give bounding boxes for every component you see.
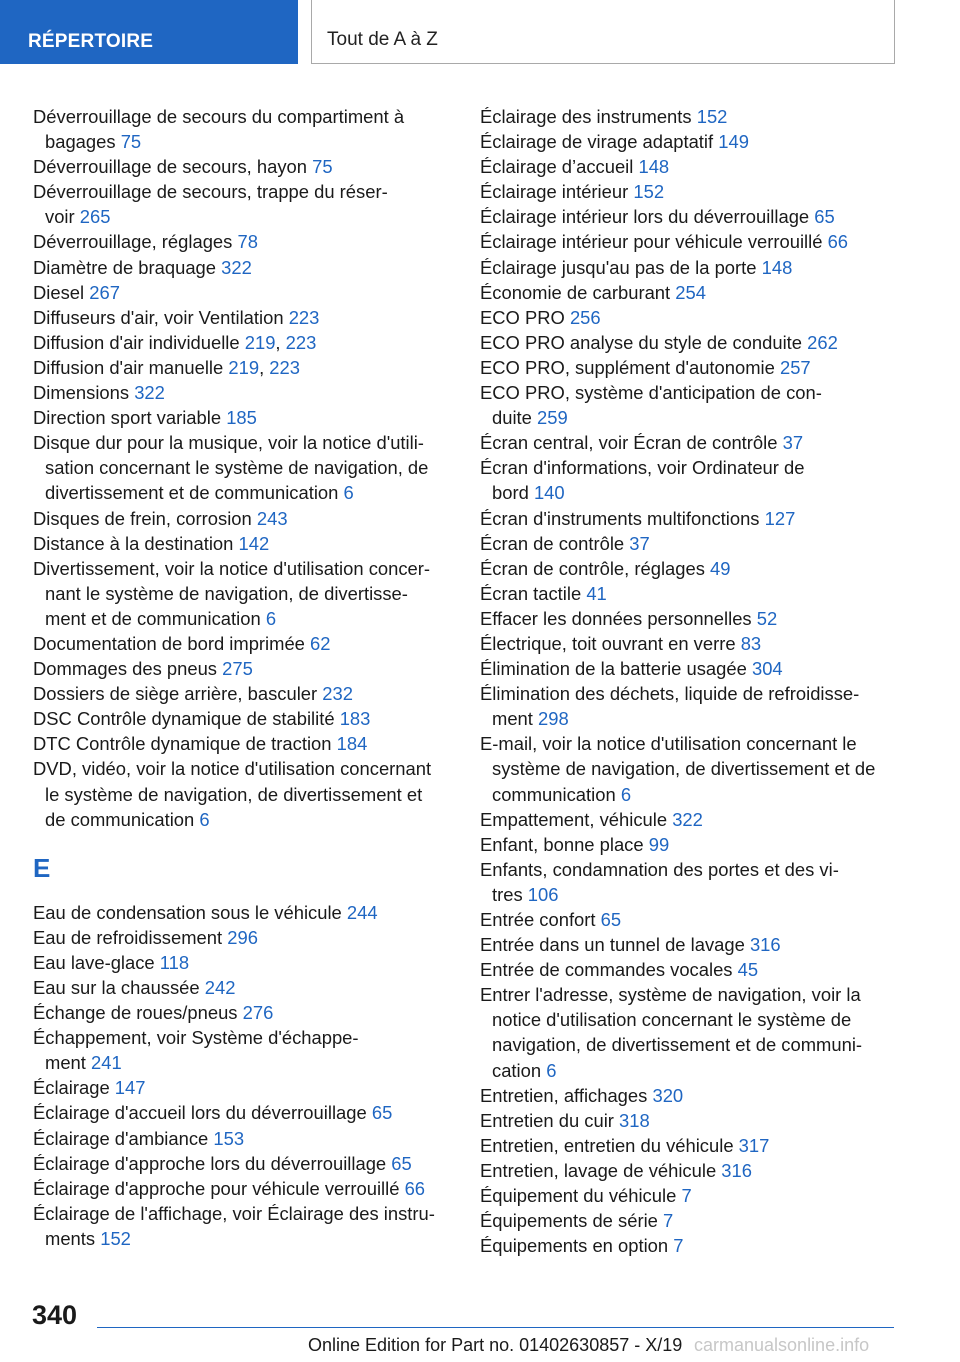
- index-entry-text: ECO PRO, supplément d'autonomie: [480, 356, 775, 378]
- page-reference-link[interactable]: 183: [339, 708, 371, 730]
- index-entry: [33, 631, 453, 656]
- index-entry-text: ment et de communication: [45, 607, 261, 629]
- page-reference-link[interactable]: 223: [288, 306, 320, 328]
- index-entry: [33, 154, 453, 179]
- index-entry-text: Déverrouillage de secours du compartiment à: [33, 106, 405, 127]
- index-entry-text: divertissement et de communication: [45, 482, 339, 504]
- index-entry: [33, 731, 453, 756]
- index-entry-text: ment: [45, 1052, 86, 1074]
- page-reference-link[interactable]: 65: [600, 909, 622, 930]
- page-reference-link[interactable]: 99: [648, 833, 670, 855]
- index-entry: [480, 154, 900, 179]
- index-entry-text: Diamètre de braquage: [33, 256, 216, 278]
- index-entry-text: Éclairage de l'affichage, voir Éclairage des instru-: [33, 1202, 435, 1224]
- page-reference-link[interactable]: 49: [710, 557, 731, 579]
- index-entry: [480, 1133, 900, 1158]
- index-entry: [480, 832, 900, 857]
- page-reference-link[interactable]: 118: [159, 951, 190, 973]
- index-entry: [33, 280, 453, 305]
- index-entry-text: Eau sur la chaussée: [33, 977, 200, 998]
- page-reference-link[interactable]: 256: [569, 306, 601, 328]
- page-reference-link[interactable]: 318: [619, 1109, 650, 1131]
- page-reference-link[interactable]: 219: [228, 356, 260, 378]
- page-reference-link[interactable]: 65: [391, 1152, 412, 1174]
- page-reference-link[interactable]: 147: [114, 1077, 146, 1099]
- index-entry-text: nant le système de navigation, de divertisse-: [45, 582, 408, 604]
- page-reference-link[interactable]: 267: [89, 281, 120, 303]
- index-entry: [480, 380, 900, 430]
- index-entry-text: Entretien du cuir: [480, 1109, 614, 1131]
- page-reference-link[interactable]: 106: [527, 883, 559, 905]
- index-entry: [480, 932, 900, 957]
- index-entry-text: le système de navigation, de divertissement et: [45, 783, 423, 805]
- index-entry-text: Eau lave-glace: [33, 951, 155, 973]
- page-reference-link[interactable]: 148: [638, 156, 670, 178]
- index-entry-text: Éclairage d'approche lors du déverrouillage: [33, 1152, 387, 1174]
- page-reference-link[interactable]: 6: [265, 607, 277, 629]
- index-entry-text: Entrée dans un tunnel de lavage: [480, 934, 745, 956]
- index-entry-text: Éclairage des instruments: [480, 106, 692, 127]
- page-reference-link[interactable]: 232: [322, 683, 353, 705]
- page-reference-link[interactable]: 265: [79, 206, 111, 228]
- index-entry: [480, 204, 900, 229]
- index-entry-text: Écran tactile: [480, 582, 582, 604]
- index-entry: [33, 255, 453, 280]
- index-entry: [480, 455, 900, 505]
- index-entry: [480, 631, 900, 656]
- index-entry-text: Élimination des déchets, liquide de refroidisse-: [480, 683, 860, 705]
- index-entry: [480, 1208, 900, 1233]
- page-reference-link[interactable]: 6: [199, 808, 210, 830]
- index-entry-text: Divertissement, voir la notice d'utilisation concer-: [33, 557, 431, 579]
- page-reference-link[interactable]: 242: [204, 977, 236, 998]
- index-entry: [33, 925, 453, 950]
- index-entry-text: Diffusion d'air manuelle: [33, 356, 224, 378]
- index-entry-text: Empattement, véhicule: [480, 808, 668, 830]
- index-entry: [33, 179, 453, 229]
- index-entry-text: Entrée de commandes vocales: [480, 959, 733, 981]
- page-reference-link[interactable]: 262: [807, 331, 838, 353]
- page-reference-link[interactable]: 223: [285, 331, 317, 353]
- page-reference-link[interactable]: 66: [404, 1177, 426, 1199]
- index-entry-text: Écran de contrôle: [480, 532, 625, 554]
- page-reference-link[interactable]: 316: [749, 934, 781, 956]
- index-entry-text: bord: [492, 482, 529, 504]
- page-reference-link[interactable]: 259: [537, 407, 568, 429]
- footer-watermark: carmanualsonline.info: [694, 1335, 870, 1355]
- index-entry: [33, 1100, 453, 1125]
- index-entry: [33, 756, 453, 831]
- index-entry-text: Diesel: [33, 281, 85, 303]
- index-entry-text: Éclairage intérieur: [480, 181, 629, 203]
- index-entry-text: Équipements en option: [480, 1235, 669, 1257]
- index-entry-text: Éclairage d'accueil lors du déverrouillage: [33, 1102, 367, 1124]
- page-reference-link[interactable]: 6: [620, 783, 632, 805]
- index-entry-text: Diffuseurs d'air, voir Ventilation: [33, 306, 284, 328]
- index-entry-text: Enfant, bonne place: [480, 833, 644, 855]
- index-column-right: [480, 104, 900, 1258]
- page-reference-link[interactable]: 37: [782, 432, 804, 454]
- index-entry: [33, 950, 453, 975]
- page-reference-link[interactable]: 148: [761, 256, 793, 278]
- page-reference-link[interactable]: 304: [751, 658, 783, 680]
- page-reference-link[interactable]: 322: [221, 256, 252, 278]
- index-entry: [480, 656, 900, 681]
- page-reference-link[interactable]: 241: [91, 1052, 122, 1074]
- index-entry-text: navigation, de divertissement et de communi-: [492, 1034, 863, 1056]
- header-subtitle: Tout de A à Z: [327, 29, 438, 50]
- index-entry: [480, 556, 900, 581]
- page-reference-link[interactable]: 152: [696, 106, 728, 127]
- index-entry-text: sation concernant le système de navigation, de: [45, 457, 429, 479]
- index-entry-text: Écran de contrôle, réglages: [480, 557, 705, 579]
- index-entry-text: tres: [492, 883, 523, 905]
- index-entry: [480, 1108, 900, 1133]
- index-entry-text: Élimination de la batterie usagée: [480, 658, 747, 680]
- index-entry-text: Documentation de bord imprimée: [33, 632, 305, 654]
- index-entry: [480, 1233, 900, 1258]
- index-entry-text: Écran d'informations, voir Ordinateur de: [480, 457, 805, 479]
- index-entry: [33, 1201, 453, 1251]
- page-reference-link[interactable]: 65: [371, 1102, 393, 1124]
- page-reference-link[interactable]: 45: [737, 959, 759, 981]
- index-entry: [480, 1158, 900, 1183]
- page-reference-link[interactable]: 140: [533, 482, 565, 504]
- index-entry-text: ECO PRO: [480, 306, 565, 328]
- index-entry-text: Éclairage jusqu'au pas de la porte: [480, 256, 757, 278]
- index-entry: [480, 731, 900, 806]
- page-number: 340: [32, 1300, 78, 1330]
- index-letter-heading: E: [33, 852, 51, 883]
- index-entry: [480, 506, 900, 531]
- index-entry-text: DTC Contrôle dynamique de traction: [33, 733, 332, 755]
- index-entry-text: Échappement, voir Système d'échappe-: [33, 1027, 359, 1049]
- index-entry: [480, 1183, 900, 1208]
- index-entry-text: Dimensions: [33, 382, 130, 404]
- index-entry-text: Entrée confort: [480, 909, 596, 930]
- index-entry-text: voir: [45, 206, 75, 228]
- page-reference-link[interactable]: 7: [673, 1235, 684, 1257]
- index-entry: [480, 129, 900, 154]
- index-entry: [480, 681, 900, 731]
- index-entry-text: duite: [492, 407, 532, 429]
- index-entry: Diffusion d'air individuelle 219, 223: [33, 331, 317, 353]
- index-entry-text: de communication: [45, 808, 195, 830]
- index-entry: [480, 606, 900, 631]
- index-entry: [33, 1025, 453, 1075]
- page-reference-link[interactable]: 65: [814, 206, 835, 228]
- index-entry-text: Enfants, condamnation des portes et des vi-: [480, 858, 839, 880]
- index-entry-text: Eau de condensation sous le véhicule: [33, 901, 342, 923]
- index-entry: [33, 900, 453, 925]
- index-entry-text: Effacer les données personnelles: [480, 607, 752, 629]
- page-reference-link[interactable]: 317: [738, 1134, 770, 1156]
- index-entry-text: Écran d'instruments multifonctions: [480, 507, 760, 529]
- page-reference-link[interactable]: 52: [756, 607, 778, 629]
- index-entry: [480, 430, 900, 455]
- page-reference-link[interactable]: 254: [675, 281, 706, 303]
- index-entry: [33, 681, 453, 706]
- page-reference-link[interactable]: 184: [336, 733, 368, 755]
- page-reference-link[interactable]: 75: [312, 156, 333, 178]
- index-entry: [33, 506, 453, 531]
- index-entry: [480, 280, 900, 305]
- index-entry: [480, 857, 900, 907]
- index-entry: [33, 430, 453, 505]
- index-entry: [33, 1176, 453, 1201]
- index-entry-text: communication: [492, 783, 616, 805]
- index-entry: [33, 104, 453, 154]
- page-reference-link[interactable]: 7: [663, 1210, 674, 1232]
- page-reference-link[interactable]: 66: [827, 231, 849, 253]
- index-entry: [480, 982, 900, 1082]
- index-entry-text: Éclairage intérieur lors du déverrouillage: [480, 206, 810, 228]
- index-entry-text: Échange de roues/pneus: [33, 1002, 238, 1024]
- index-entry-text: DVD, vidéo, voir la notice d'utilisation concernant: [33, 758, 432, 780]
- index-entry-text: Éclairage intérieur pour véhicule verrouillé: [480, 231, 823, 253]
- index-entry-text: E-mail, voir la notice d'utilisation concernant le: [480, 733, 857, 755]
- index-entry-text: Disque dur pour la musique, voir la notice d'utili-: [33, 432, 424, 454]
- index-entry: [480, 330, 900, 355]
- page-reference-link[interactable]: 316: [721, 1159, 752, 1181]
- index-entry-text: Dossiers de siège arrière, basculer: [33, 683, 318, 705]
- index-entry: [33, 706, 453, 731]
- page-reference-link[interactable]: 142: [238, 532, 270, 554]
- index-entry-text: Déverrouillage de secours, trappe du réser-: [33, 181, 388, 203]
- footer-divider: [97, 1327, 894, 1328]
- index-entry-text: Eau de refroidissement: [33, 926, 223, 948]
- section-title: RÉPERTOIRE: [28, 31, 154, 52]
- index-entry: [33, 380, 453, 405]
- index-entry-text: Déverrouillage de secours, hayon: [33, 156, 307, 178]
- index-entry: [480, 957, 900, 982]
- page-reference-link[interactable]: 219: [244, 331, 276, 353]
- page-reference-link[interactable]: 322: [672, 808, 703, 830]
- footer-edition: Online Edition for Part no. 01402630857 - X/19: [308, 1335, 683, 1355]
- index-entry-text: Diffusion d'air individuelle: [33, 331, 240, 353]
- index-entry-text: Dommages des pneus: [33, 658, 218, 680]
- page-reference-link[interactable]: 275: [222, 658, 253, 680]
- index-entry: [33, 1075, 453, 1100]
- index-entry-text: système de navigation, de divertissement et de: [492, 758, 876, 780]
- index-entry-text: Électrique, toit ouvrant en verre: [480, 632, 736, 654]
- page-reference-link[interactable]: 62: [310, 632, 331, 654]
- index-entry: [480, 807, 900, 832]
- index-entry: [480, 581, 900, 606]
- index-entry: [33, 556, 453, 631]
- index-entry: [33, 1000, 453, 1025]
- index-entry: [33, 975, 453, 1000]
- page-reference-link[interactable]: 185: [226, 407, 257, 429]
- page-reference-link[interactable]: 78: [237, 231, 258, 253]
- page-reference-link[interactable]: 6: [546, 1059, 557, 1081]
- page-reference-link[interactable]: 127: [764, 507, 796, 529]
- page-reference-link[interactable]: 6: [343, 482, 354, 504]
- page-reference-link[interactable]: 37: [629, 532, 650, 554]
- page-reference-link[interactable]: 244: [346, 901, 378, 923]
- page-reference-link[interactable]: 322: [134, 382, 165, 404]
- index-entry-text: DSC Contrôle dynamique de stabilité: [33, 708, 335, 730]
- page-reference-link[interactable]: 83: [740, 632, 762, 654]
- index-entry-text: Éclairage d'ambiance: [33, 1127, 209, 1149]
- page-reference-link[interactable]: 223: [269, 356, 300, 378]
- index-column-left: [33, 104, 453, 1251]
- index-entry-text: Éclairage de virage adaptatif: [480, 131, 714, 153]
- index-entry: [480, 355, 900, 380]
- index-entry-text: Équipements de série: [480, 1210, 658, 1232]
- index-entry-text: Éclairage d’accueil: [480, 156, 634, 178]
- page-reference-link[interactable]: 149: [718, 131, 749, 153]
- index-entry: [480, 229, 900, 254]
- page-reference-link[interactable]: 153: [213, 1127, 245, 1149]
- index-entry: [480, 255, 900, 280]
- page-reference-link[interactable]: 320: [652, 1084, 684, 1106]
- index-entry-text: ECO PRO analyse du style de conduite: [480, 331, 803, 353]
- page-reference-link[interactable]: 276: [242, 1002, 274, 1024]
- index-entry: [480, 1083, 900, 1108]
- index-entry-text: cation: [492, 1059, 542, 1081]
- index-entry-text: Écran central, voir Écran de contrôle: [480, 432, 778, 454]
- index-entry-text: Économie de carburant: [480, 281, 671, 303]
- page-reference-link[interactable]: 75: [120, 131, 142, 153]
- page-reference-link[interactable]: 152: [633, 181, 665, 203]
- index-entry-text: Distance à la destination: [33, 532, 234, 554]
- page-reference-link[interactable]: 41: [586, 582, 607, 604]
- index-entry: [33, 531, 453, 556]
- index-entry-text: Entrer l'adresse, système de navigation, voir la: [480, 984, 861, 1006]
- index-entry: [480, 907, 900, 932]
- index-entry: [33, 229, 453, 254]
- index-entry: [33, 1151, 453, 1176]
- index-entry: [480, 179, 900, 204]
- page-reference-link[interactable]: 257: [779, 356, 811, 378]
- index-entry-text: ments: [45, 1227, 96, 1249]
- page-reference-link[interactable]: 243: [256, 507, 288, 529]
- index-entry-text: Déverrouillage, réglages: [33, 231, 233, 253]
- index-entry-text: Direction sport variable: [33, 407, 222, 429]
- page-reference-link[interactable]: 298: [538, 708, 569, 730]
- index-entry-text: notice d'utilisation concernant le système de: [492, 1009, 852, 1031]
- page-reference-link[interactable]: 7: [681, 1185, 692, 1207]
- index-entry-text: ment: [492, 708, 533, 730]
- index-entry-text: Éclairage d'approche pour véhicule verrouillé: [33, 1177, 400, 1199]
- index-entry: [480, 305, 900, 330]
- index-entry-text: Entretien, affichages: [480, 1084, 648, 1106]
- index-entry-text: Éclairage: [33, 1077, 110, 1099]
- index-entry-text: ECO PRO, système d'anticipation de con-: [480, 382, 822, 404]
- index-entry-text: Disques de frein, corrosion: [33, 507, 252, 529]
- index-entry: [33, 305, 453, 330]
- index-entry-text: bagages: [45, 131, 116, 153]
- index-entry-text: Entretien, entretien du véhicule: [480, 1134, 734, 1156]
- index-entry: [33, 656, 453, 681]
- page-reference-link[interactable]: 152: [100, 1227, 131, 1249]
- index-entry-text: Équipement du véhicule: [480, 1185, 677, 1207]
- index-entry: [480, 531, 900, 556]
- page-reference-link[interactable]: 296: [227, 926, 258, 948]
- header-subtitle-box: [311, 0, 895, 64]
- index-entry-text: Entretien, lavage de véhicule: [480, 1159, 717, 1181]
- section-tab: [0, 0, 298, 64]
- index-entry: [33, 1126, 453, 1151]
- index-entry: [33, 405, 453, 430]
- index-entry: [480, 104, 900, 129]
- index-entry: Diffusion d'air manuelle 219, 223: [33, 356, 300, 378]
